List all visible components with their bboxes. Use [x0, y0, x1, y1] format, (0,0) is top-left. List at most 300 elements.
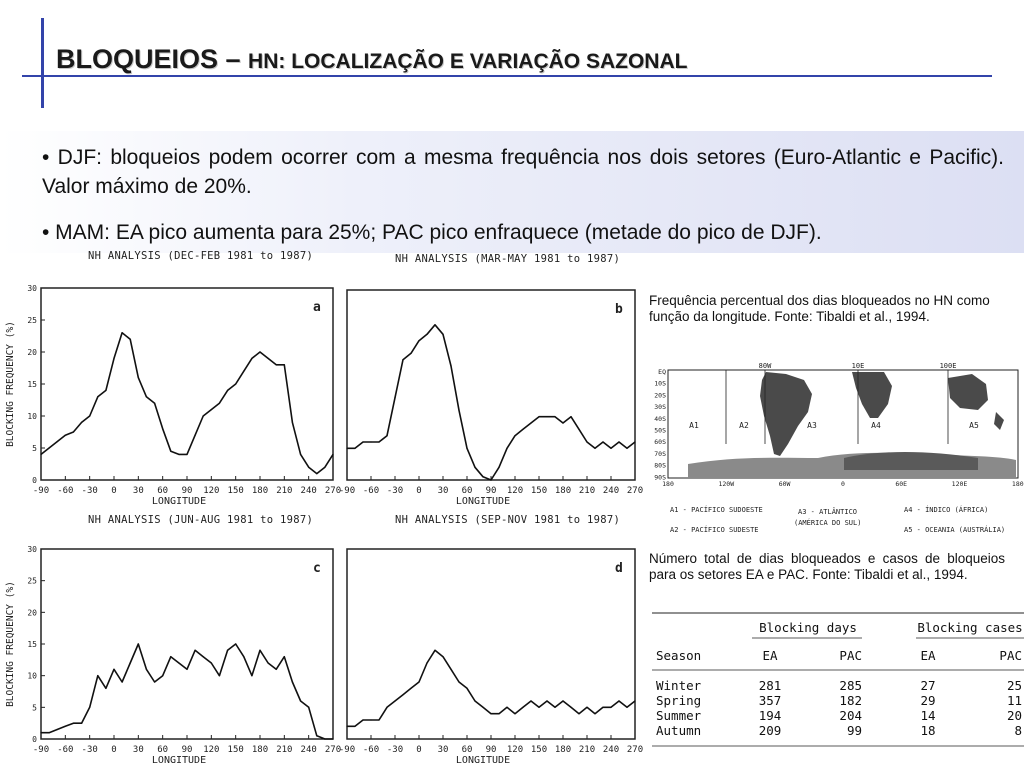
map-lat-label: 90S	[654, 473, 666, 482]
data-point	[378, 719, 379, 720]
data-point	[474, 467, 475, 468]
map-legend-item: (AMÉRICA DO SUL)	[794, 519, 862, 527]
chart-panel-b	[339, 290, 643, 507]
x-tick-label: 30	[437, 745, 449, 755]
y-axis-label: BLOCKING FREQUENCY (%)	[5, 321, 16, 447]
column-header: PAC	[999, 648, 1022, 663]
panel-letter: a	[313, 300, 321, 315]
data-point	[522, 429, 523, 430]
data-point	[162, 675, 163, 676]
data-point	[219, 403, 220, 404]
map-bottom-label: 180	[1011, 480, 1024, 488]
bullet-mam: • MAM: EA pico aumenta para 25%; PAC pico enfraquece (metade do pico de DJF).	[42, 221, 822, 244]
data-point	[594, 448, 595, 449]
map-lat-label: 40S	[654, 414, 666, 423]
slide-title	[56, 44, 687, 75]
map-lat-label: 70S	[654, 449, 666, 458]
map-bottom-label: 0	[840, 480, 845, 488]
y-tick-label: 20	[27, 608, 37, 618]
map-bottom-label: 60W	[778, 480, 791, 488]
data-point	[546, 416, 547, 417]
x-tick-label: 30	[437, 486, 449, 496]
data-point	[346, 448, 347, 449]
data-point	[40, 732, 41, 733]
data-point	[300, 700, 301, 701]
x-tick-label: 270	[626, 486, 644, 496]
map-lat-label: 80S	[654, 461, 666, 470]
map-legend-item: A4 - ÍNDICO (ÁFRICA)	[904, 506, 989, 514]
data-point	[203, 415, 204, 416]
map-bottom-label: 120W	[718, 480, 735, 488]
x-tick-label: 150	[530, 745, 548, 755]
data-point	[402, 694, 403, 695]
sector-label: A1	[689, 421, 699, 430]
data-point	[97, 675, 98, 676]
data-point	[122, 332, 123, 333]
x-axis-label: LONGITUDE	[151, 496, 207, 507]
row-season: Winter	[656, 678, 702, 693]
group-header: Blocking cases	[917, 620, 1023, 635]
data-point	[626, 448, 627, 449]
data-point	[530, 700, 531, 701]
table-cell: 18	[920, 723, 936, 738]
map-legend-item: A1 - PACÍFICO SUDOESTE	[670, 506, 763, 514]
data-point	[73, 723, 74, 724]
data-point	[57, 441, 58, 442]
data-point	[514, 713, 515, 714]
data-point	[562, 700, 563, 701]
x-tick-label: 90	[181, 745, 193, 755]
data-point	[105, 688, 106, 689]
sector-map	[648, 360, 1024, 548]
x-tick-label: 150	[227, 745, 244, 755]
data-point	[97, 396, 98, 397]
plot-frame	[41, 288, 333, 480]
x-tick-label: 90	[181, 486, 193, 496]
data-point	[394, 397, 395, 398]
title-sub: HN: LOCALIZAÇÃO E VARIAÇÃO SAZONAL	[248, 50, 688, 73]
data-point	[522, 707, 523, 708]
data-point	[466, 448, 467, 449]
data-point	[442, 334, 443, 335]
y-tick-label: 0	[32, 735, 37, 744]
title-main: BLOQUEIOS –	[56, 44, 249, 74]
map-bottom-label: 60E	[895, 480, 908, 488]
data-point	[268, 358, 269, 359]
map-lon-label: 100E	[939, 362, 957, 370]
y-tick-label: 20	[27, 348, 37, 357]
column-header: Season	[656, 648, 702, 663]
x-tick-label: 90	[485, 486, 497, 496]
sector-label: A4	[871, 421, 881, 430]
data-point	[130, 662, 131, 663]
y-tick-label: 30	[27, 545, 37, 554]
y-tick-label: 5	[32, 703, 37, 713]
x-tick-label: -90	[32, 745, 50, 755]
x-axis-label: LONGITUDE	[455, 496, 511, 507]
panel-letter: b	[615, 302, 623, 317]
x-tick-label: 150	[227, 486, 244, 496]
data-point	[634, 700, 635, 701]
data-point	[300, 454, 301, 455]
data-point	[308, 467, 309, 468]
map-lat-label: 20S	[654, 391, 666, 400]
data-point	[332, 738, 333, 739]
data-point	[251, 358, 252, 359]
data-point	[178, 454, 179, 455]
series-line	[41, 333, 333, 474]
data-point	[73, 431, 74, 432]
table-cell: 25	[1006, 678, 1022, 693]
data-point	[195, 650, 196, 651]
data-point	[386, 435, 387, 436]
panel-letter: c	[313, 561, 321, 576]
data-point	[178, 662, 179, 663]
data-point	[514, 435, 515, 436]
x-tick-label: 0	[111, 745, 117, 755]
data-point	[466, 688, 467, 689]
x-tick-label: 270	[626, 745, 644, 755]
data-point	[498, 713, 499, 714]
data-point	[410, 688, 411, 689]
data-point	[276, 364, 277, 365]
data-point	[211, 409, 212, 410]
data-point	[610, 448, 611, 449]
data-point	[482, 476, 483, 477]
map-bottom-label: 180	[662, 480, 674, 488]
y-tick-label: 30	[27, 284, 37, 293]
data-point	[284, 656, 285, 657]
map-lat-label: 50S	[654, 426, 666, 435]
data-point	[65, 726, 66, 727]
data-point	[538, 416, 539, 417]
data-point	[276, 669, 277, 670]
table-cell: 8	[1014, 723, 1022, 738]
data-point	[186, 454, 187, 455]
data-point	[162, 428, 163, 429]
x-tick-label: -60	[57, 745, 74, 755]
group-header: Blocking days	[759, 620, 857, 635]
x-tick-label: -90	[32, 486, 50, 496]
map-legend-item: A2 - PACÍFICO SUDESTE	[670, 526, 759, 534]
data-point	[634, 441, 635, 442]
x-tick-label: 180	[554, 745, 572, 755]
table-cell: 99	[846, 723, 862, 738]
data-point	[458, 410, 459, 411]
sector-label: A5	[969, 421, 979, 430]
data-point	[259, 650, 260, 651]
data-point	[442, 656, 443, 657]
table-cell: 14	[920, 708, 936, 723]
data-point	[81, 723, 82, 724]
data-point	[370, 719, 371, 720]
x-axis-label: LONGITUDE	[455, 755, 511, 766]
y-axis-label: BLOCKING FREQUENCY (%)	[5, 581, 16, 707]
x-tick-label: -60	[362, 745, 380, 755]
data-point	[211, 662, 212, 663]
panel-c-title: NH ANALYSIS (JUN-AUG 1981 to 1987)	[88, 514, 314, 526]
blocking-table	[652, 612, 1024, 758]
data-point	[506, 448, 507, 449]
map-legend-item: A5 - OCEANIA (AUSTRÁLIA)	[904, 526, 1006, 534]
data-point	[332, 454, 333, 455]
panel-d-title: NH ANALYSIS (SEP-NOV 1981 to 1987)	[395, 514, 621, 526]
panel-a-title: NH ANALYSIS (DEC-FEB 1981 to 1987)	[88, 250, 314, 262]
data-point	[362, 441, 363, 442]
data-point	[618, 441, 619, 442]
x-tick-label: 240	[300, 486, 317, 496]
series-line	[41, 644, 333, 739]
data-point	[89, 415, 90, 416]
data-point	[170, 451, 171, 452]
table-cell: 209	[758, 723, 782, 738]
map-lon-label: 10E	[851, 362, 865, 370]
data-point	[378, 441, 379, 442]
x-tick-label: 0	[111, 486, 117, 496]
data-point	[426, 334, 427, 335]
data-point	[410, 353, 411, 354]
data-point	[530, 422, 531, 423]
x-tick-label: 210	[276, 745, 293, 755]
data-point	[450, 365, 451, 366]
x-tick-label: 180	[251, 486, 269, 496]
data-point	[554, 416, 555, 417]
data-point	[146, 669, 147, 670]
data-point	[130, 339, 131, 340]
y-tick-label: 10	[27, 412, 37, 421]
x-tick-label: 0	[416, 486, 422, 496]
data-point	[284, 364, 285, 365]
table-cell: 11	[1006, 693, 1022, 708]
data-point	[138, 377, 139, 378]
x-tick-label: 60	[461, 486, 473, 496]
data-point	[570, 416, 571, 417]
x-tick-label: -60	[362, 486, 380, 496]
table-cell: 182	[839, 693, 862, 708]
data-point	[227, 390, 228, 391]
data-point	[186, 669, 187, 670]
sector-label: A3	[807, 421, 817, 430]
data-point	[354, 726, 355, 727]
data-point	[259, 351, 260, 352]
x-tick-label: 240	[300, 745, 317, 755]
data-point	[538, 707, 539, 708]
series-line	[347, 325, 635, 480]
data-point	[113, 358, 114, 359]
data-point	[138, 643, 139, 644]
data-point	[498, 467, 499, 468]
plot-frame	[41, 549, 333, 739]
title-underline	[22, 75, 992, 77]
data-point	[227, 650, 228, 651]
x-tick-label: 210	[578, 486, 596, 496]
y-tick-label: 10	[27, 671, 37, 681]
data-point	[490, 713, 491, 714]
map-lat-label: 60S	[654, 438, 666, 447]
table-cell: 281	[758, 678, 782, 693]
data-point	[40, 454, 41, 455]
y-tick-label: 25	[27, 316, 37, 325]
data-point	[235, 643, 236, 644]
data-point	[292, 422, 293, 423]
data-point	[418, 340, 419, 341]
column-header: EA	[920, 648, 936, 663]
column-header: EA	[762, 648, 778, 663]
x-tick-label: -30	[81, 486, 98, 496]
data-point	[610, 707, 611, 708]
data-point	[251, 675, 252, 676]
data-point	[458, 681, 459, 682]
data-point	[324, 467, 325, 468]
data-point	[418, 681, 419, 682]
data-point	[506, 707, 507, 708]
table-cell: 20	[1006, 708, 1022, 723]
x-tick-label: 180	[554, 486, 572, 496]
x-tick-label: 120	[203, 486, 220, 496]
x-tick-label: 120	[506, 486, 524, 496]
data-point	[324, 738, 325, 739]
x-tick-label: 120	[203, 745, 220, 755]
data-point	[243, 656, 244, 657]
chart-panel-d	[339, 549, 643, 766]
panel-letter: d	[615, 561, 623, 576]
data-point	[626, 707, 627, 708]
data-point	[554, 707, 555, 708]
map-lat-label: EQ	[658, 368, 666, 376]
data-point	[57, 729, 58, 730]
data-point	[618, 700, 619, 701]
data-point	[586, 441, 587, 442]
map-lat-label: 10S	[654, 379, 666, 388]
x-tick-label: 60	[157, 486, 169, 496]
map-lon-label: 80W	[758, 362, 772, 370]
caption-map: Frequência percentual dos dias bloqueados no HN como função da longitude. Fonte: Tibaldi et al., 1994.	[649, 293, 990, 324]
series-line	[347, 650, 635, 726]
data-point	[105, 390, 106, 391]
map-lat-label: 30S	[654, 403, 666, 412]
y-tick-label: 0	[32, 476, 37, 485]
x-tick-label: 240	[602, 486, 620, 496]
x-axis-label: LONGITUDE	[151, 755, 207, 766]
blocking-frequency-charts	[0, 280, 648, 768]
data-point	[89, 707, 90, 708]
data-point	[235, 383, 236, 384]
data-point	[170, 656, 171, 657]
data-point	[434, 650, 435, 651]
data-point	[154, 403, 155, 404]
data-point	[490, 479, 491, 480]
data-point	[203, 656, 204, 657]
x-tick-label: -30	[386, 486, 404, 496]
data-point	[602, 707, 603, 708]
row-season: Summer	[656, 708, 702, 723]
x-tick-label: 0	[416, 745, 422, 755]
data-point	[81, 422, 82, 423]
data-point	[316, 473, 317, 474]
data-point	[426, 662, 427, 663]
data-point	[586, 707, 587, 708]
x-tick-label: 210	[276, 486, 293, 496]
data-point	[434, 324, 435, 325]
x-tick-label: 90	[485, 745, 497, 755]
y-tick-label: 15	[27, 640, 37, 649]
x-tick-label: 240	[602, 745, 620, 755]
x-tick-label: -90	[338, 745, 356, 755]
x-tick-label: 30	[132, 745, 144, 755]
data-point	[122, 681, 123, 682]
data-point	[113, 669, 114, 670]
chart-panel-a	[5, 284, 341, 507]
map-bottom-label: 120E	[951, 480, 968, 488]
data-point	[65, 435, 66, 436]
x-tick-label: -30	[386, 745, 404, 755]
table-cell: 357	[758, 693, 782, 708]
data-point	[362, 719, 363, 720]
panel-b-title: NH ANALYSIS (MAR-MAY 1981 to 1987)	[395, 253, 621, 265]
table-cell: 27	[920, 678, 936, 693]
data-point	[594, 713, 595, 714]
data-point	[154, 681, 155, 682]
data-point	[394, 700, 395, 701]
data-point	[308, 707, 309, 708]
data-point	[268, 662, 269, 663]
data-point	[570, 707, 571, 708]
data-point	[316, 735, 317, 736]
bullet-djf: • DJF: bloqueios podem ocorrer com a mesma frequência nos dois setores (Euro-Atlantic e Pacific). Valor máximo de 20%.	[42, 146, 1004, 198]
data-point	[292, 681, 293, 682]
sector-label: A2	[739, 421, 749, 430]
x-tick-label: 270	[324, 486, 342, 496]
x-tick-label: 30	[132, 486, 144, 496]
data-point	[386, 707, 387, 708]
data-point	[578, 429, 579, 430]
data-point	[450, 669, 451, 670]
title-accent-vertical	[41, 18, 44, 108]
data-point	[474, 700, 475, 701]
data-point	[370, 441, 371, 442]
x-tick-label: -90	[338, 486, 356, 496]
chart-panel-c	[5, 545, 341, 766]
x-tick-label: 120	[506, 745, 524, 755]
table-cell: 194	[758, 708, 782, 723]
x-tick-label: 150	[530, 486, 548, 496]
plot-frame	[347, 290, 635, 480]
data-point	[49, 732, 50, 733]
data-point	[578, 713, 579, 714]
map-legend-item: A3 - ATLÂNTICO	[798, 508, 858, 516]
data-point	[49, 447, 50, 448]
row-season: Autumn	[656, 723, 702, 738]
data-point	[354, 448, 355, 449]
x-tick-label: -30	[81, 745, 98, 755]
data-point	[546, 700, 547, 701]
x-tick-label: 60	[157, 745, 169, 755]
data-point	[482, 707, 483, 708]
data-point	[402, 359, 403, 360]
data-point	[146, 396, 147, 397]
data-point	[602, 441, 603, 442]
data-point	[195, 435, 196, 436]
x-tick-label: 210	[578, 745, 596, 755]
table-cell: 29	[920, 693, 936, 708]
y-tick-label: 5	[32, 444, 37, 453]
x-tick-label: 60	[461, 745, 473, 755]
data-point	[219, 675, 220, 676]
data-point	[243, 371, 244, 372]
table-cell: 285	[839, 678, 862, 693]
table-cell: 204	[839, 708, 862, 723]
y-tick-label: 25	[27, 576, 37, 586]
